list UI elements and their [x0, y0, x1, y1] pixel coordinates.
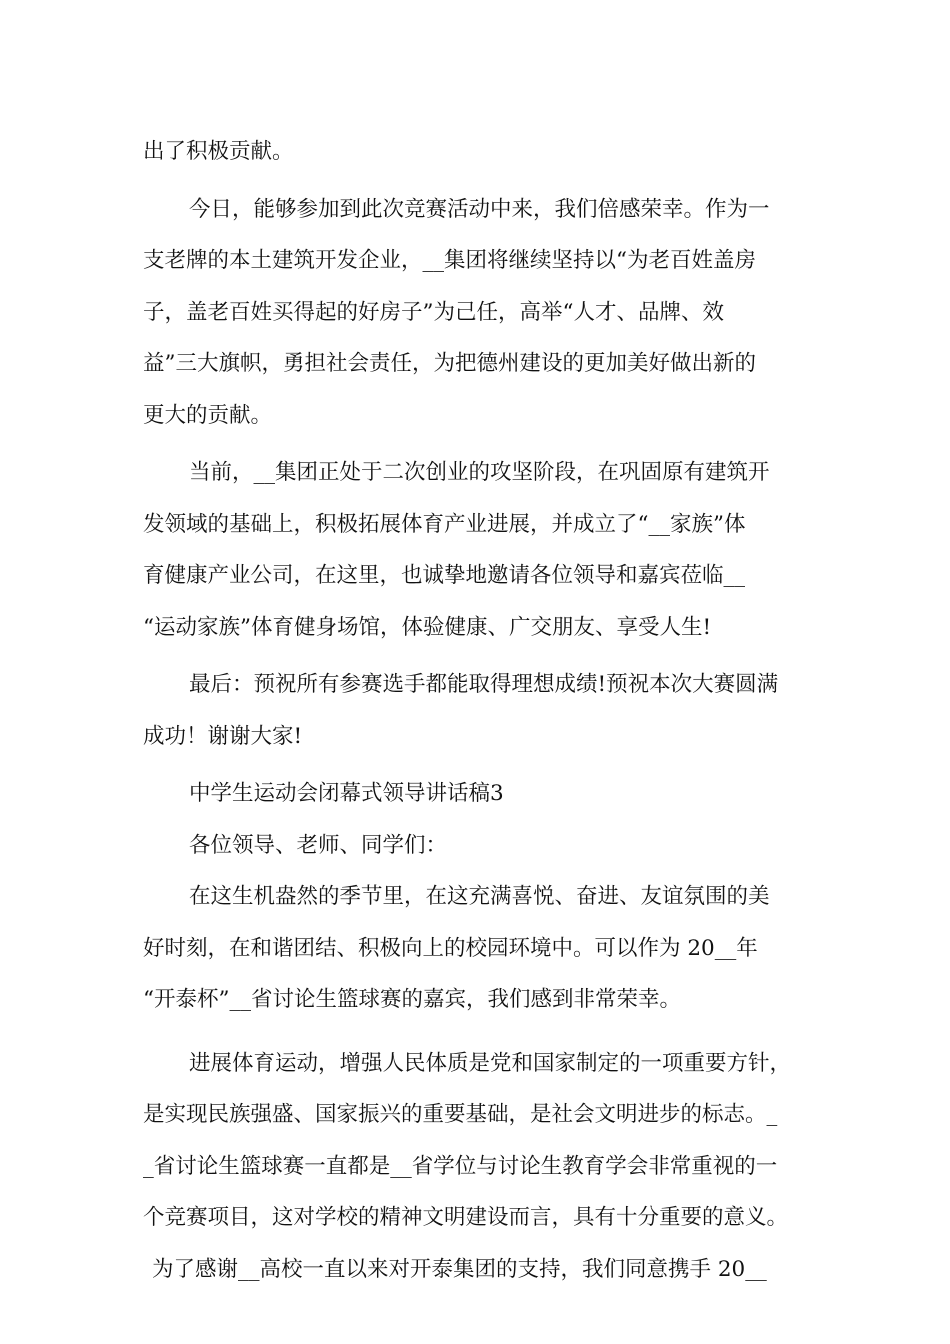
- text-line: 发领域的基础上，积极拓展体育产业进展，并成立了“__家族”体: [143, 511, 746, 537]
- text-line: 今日，能够参加到此次竞赛活动中来，我们倍感荣幸。作为一: [189, 196, 770, 222]
- text-line: _省讨论生篮球赛一直都是__省学位与讨论生教育学会非常重视的一: [143, 1153, 778, 1179]
- document-body: [143, 126, 823, 1295]
- text-line: 出了积极贡献。: [143, 139, 294, 164]
- text-line: 当前，__集团正处于二次创业的攻坚阶段，在巩固原有建筑开: [189, 460, 770, 485]
- text-line: 最后：预祝所有参赛选手都能取得理想成绩!预祝本次大赛圆满: [189, 672, 779, 697]
- text-line: 子，盖老百姓买得起的好房子”为己任，高举“人才、品牌、效: [143, 299, 724, 325]
- section-title: 中学生运动会闭幕式领导讲话稿3: [189, 781, 504, 806]
- text-line: 为了感谢__高校一直以来对开泰集团的支持，我们同意携手 20__: [152, 1256, 767, 1282]
- text-line: “运动家族”体育健身场馆，体验健康、广交朋友、享受人生!: [143, 614, 712, 640]
- text-line: 更大的贡献。: [143, 402, 273, 428]
- text-line: 育健康产业公司，在这里，也诚挚地邀请各位领导和嘉宾莅临__: [143, 563, 746, 588]
- text-line: 成功！谢谢大家!: [143, 723, 303, 749]
- text-line: 个竞赛项目，这对学校的精神文明建设而言，具有十分重要的意义。: [143, 1205, 789, 1230]
- text-line: 进展体育运动，增强人民体质是党和国家制定的一项重要方针，: [189, 1050, 792, 1076]
- text-line: 好时刻，在和谐团结、积极向上的校园环境中。可以作为 20__年: [143, 935, 758, 961]
- text-line: 益”三大旗帜，勇担社会责任，为把德州建设的更加美好做出新的: [143, 351, 756, 376]
- text-line: 支老牌的本土建筑开发企业，__集团将继续坚持以“为老百姓盖房: [143, 248, 756, 273]
- text-line: 是实现民族强盛、国家振兴的重要基础，是社会文明进步的标志。_: [143, 1102, 778, 1127]
- text-line: “开泰杯”__省讨论生篮球赛的嘉宾，我们感到非常荣幸。: [143, 987, 681, 1012]
- text-line: 在这生机盎然的季节里，在这充满喜悦、奋进、友谊氛围的美: [189, 884, 770, 909]
- salutation: 各位领导、老师、同学们：: [189, 832, 448, 858]
